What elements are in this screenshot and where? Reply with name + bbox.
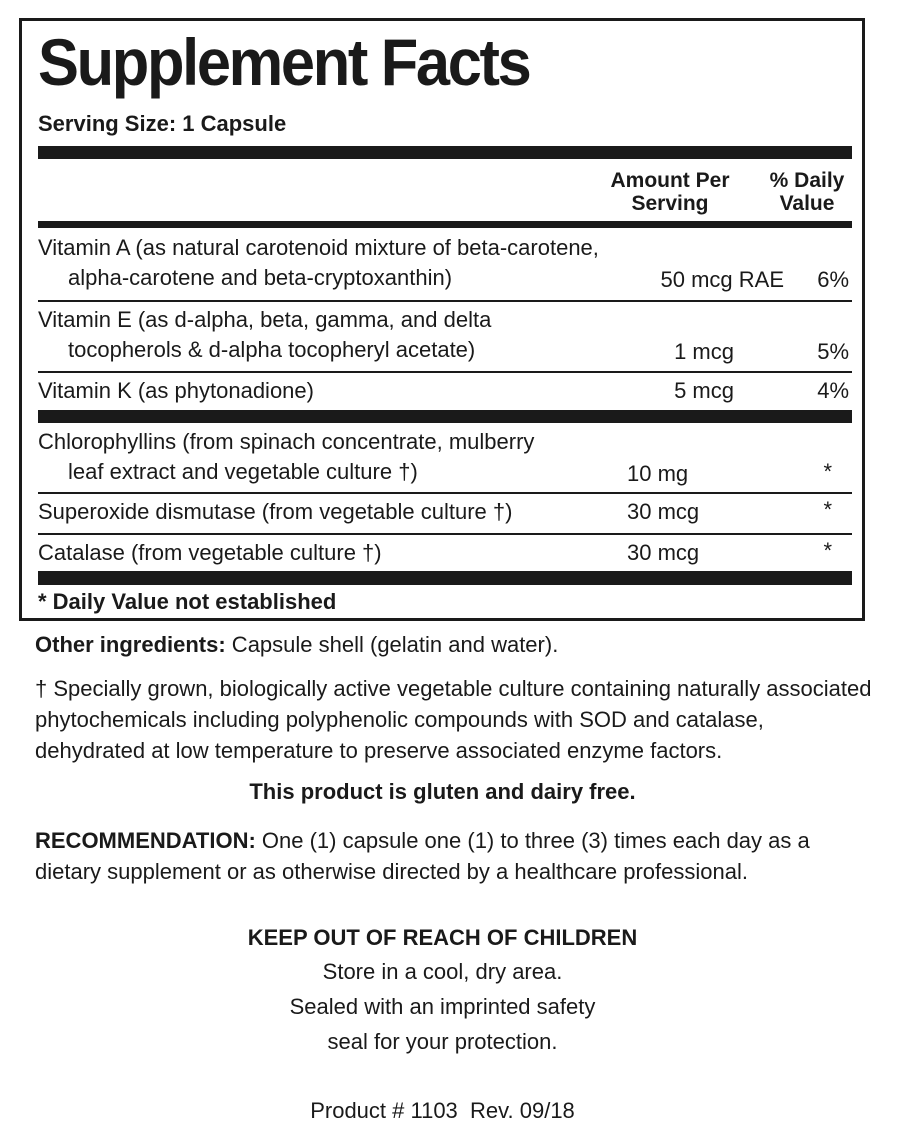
daily-value-footnote: * Daily Value not established (38, 589, 337, 614)
seal-line-2: seal for your protection. (327, 1029, 558, 1054)
storage-instruction: Store in a cool, dry area. (322, 959, 563, 984)
serving-size: Serving Size: 1 Capsule (38, 111, 287, 136)
amount-chlorophyllins: 10 mg (627, 461, 689, 486)
thick-divider-header (38, 221, 852, 228)
amount-vitamin-k: 5 mcg (674, 378, 734, 403)
amount-catalase: 30 mcg (627, 540, 700, 565)
gluten-dairy-free-note: This product is gluten and dairy free. (249, 779, 636, 804)
dv-vitamin-e: 5% (817, 339, 849, 364)
row-divider (38, 533, 852, 535)
recommendation-text: One (1) capsule one (1) to three (3) times each day as a dietary supplement or as otherwise directed by a healthcare professional. (35, 828, 810, 884)
child-warning: KEEP OUT OF REACH OF CHILDREN (247, 925, 638, 950)
nutrient-row-vitamin-e: Vitamin E (as d-alpha, beta, gamma, and delta tocopherols & d-alpha tocopheryl acetate) (38, 307, 492, 362)
amount-per-serving-header: Amount Per Serving (610, 169, 730, 215)
amount-superoxide-dismutase: 30 mcg (627, 499, 700, 524)
dv-catalase: * (823, 538, 832, 563)
nutrient-row-vitamin-a: Vitamin A (as natural carotenoid mixture of beta-carotene, alpha-carotene and beta-cryptoxanthin) (38, 235, 599, 290)
dv-chlorophyllins: * (823, 459, 832, 484)
recommendation (35, 825, 865, 887)
thick-divider-middle (38, 410, 852, 423)
other-ingredients-text: Capsule shell (gelatin and water). (225, 632, 559, 657)
dagger-footnote: † Specially grown, biologically active vegetable culture containing naturally associated phytochemicals including polyphenolic compounds with SOD and catalase, dehydrated at low temperature to preserve associated enzyme factors. (35, 676, 872, 763)
thick-divider-bottom (38, 571, 852, 585)
other-ingredients (35, 629, 875, 660)
product-number: Product # 1103 Rev. 09/18 (310, 1098, 575, 1123)
supplement-facts-panel (19, 18, 865, 621)
ingredient-row-superoxide-dismutase: Superoxide dismutase (from vegetable culture †) (38, 499, 513, 524)
dv-vitamin-a: 6% (817, 267, 849, 292)
seal-line-1: Sealed with an imprinted safety (289, 994, 596, 1019)
row-divider (38, 371, 852, 373)
amount-vitamin-a: 50 mcg RAE (660, 267, 784, 292)
dv-superoxide-dismutase: * (823, 497, 832, 522)
row-divider (38, 300, 852, 302)
nutrient-row-vitamin-k: Vitamin K (as phytonadione) (38, 378, 314, 403)
amount-vitamin-e: 1 mcg (674, 339, 734, 364)
row-divider (38, 492, 852, 494)
dv-vitamin-k: 4% (817, 378, 849, 403)
daily-value-header: % Daily Value (769, 169, 845, 215)
ingredient-row-catalase: Catalase (from vegetable culture †) (38, 540, 382, 565)
thick-divider-top (38, 146, 852, 159)
other-ingredients-label: Other ingredients: (35, 632, 226, 657)
panel-title: Supplement Facts (38, 25, 530, 99)
ingredient-row-chlorophyllins: Chlorophyllins (from spinach concentrate, mulberry leaf extract and vegetable culture †) (38, 429, 535, 484)
recommendation-label: RECOMMENDATION: (35, 828, 256, 853)
